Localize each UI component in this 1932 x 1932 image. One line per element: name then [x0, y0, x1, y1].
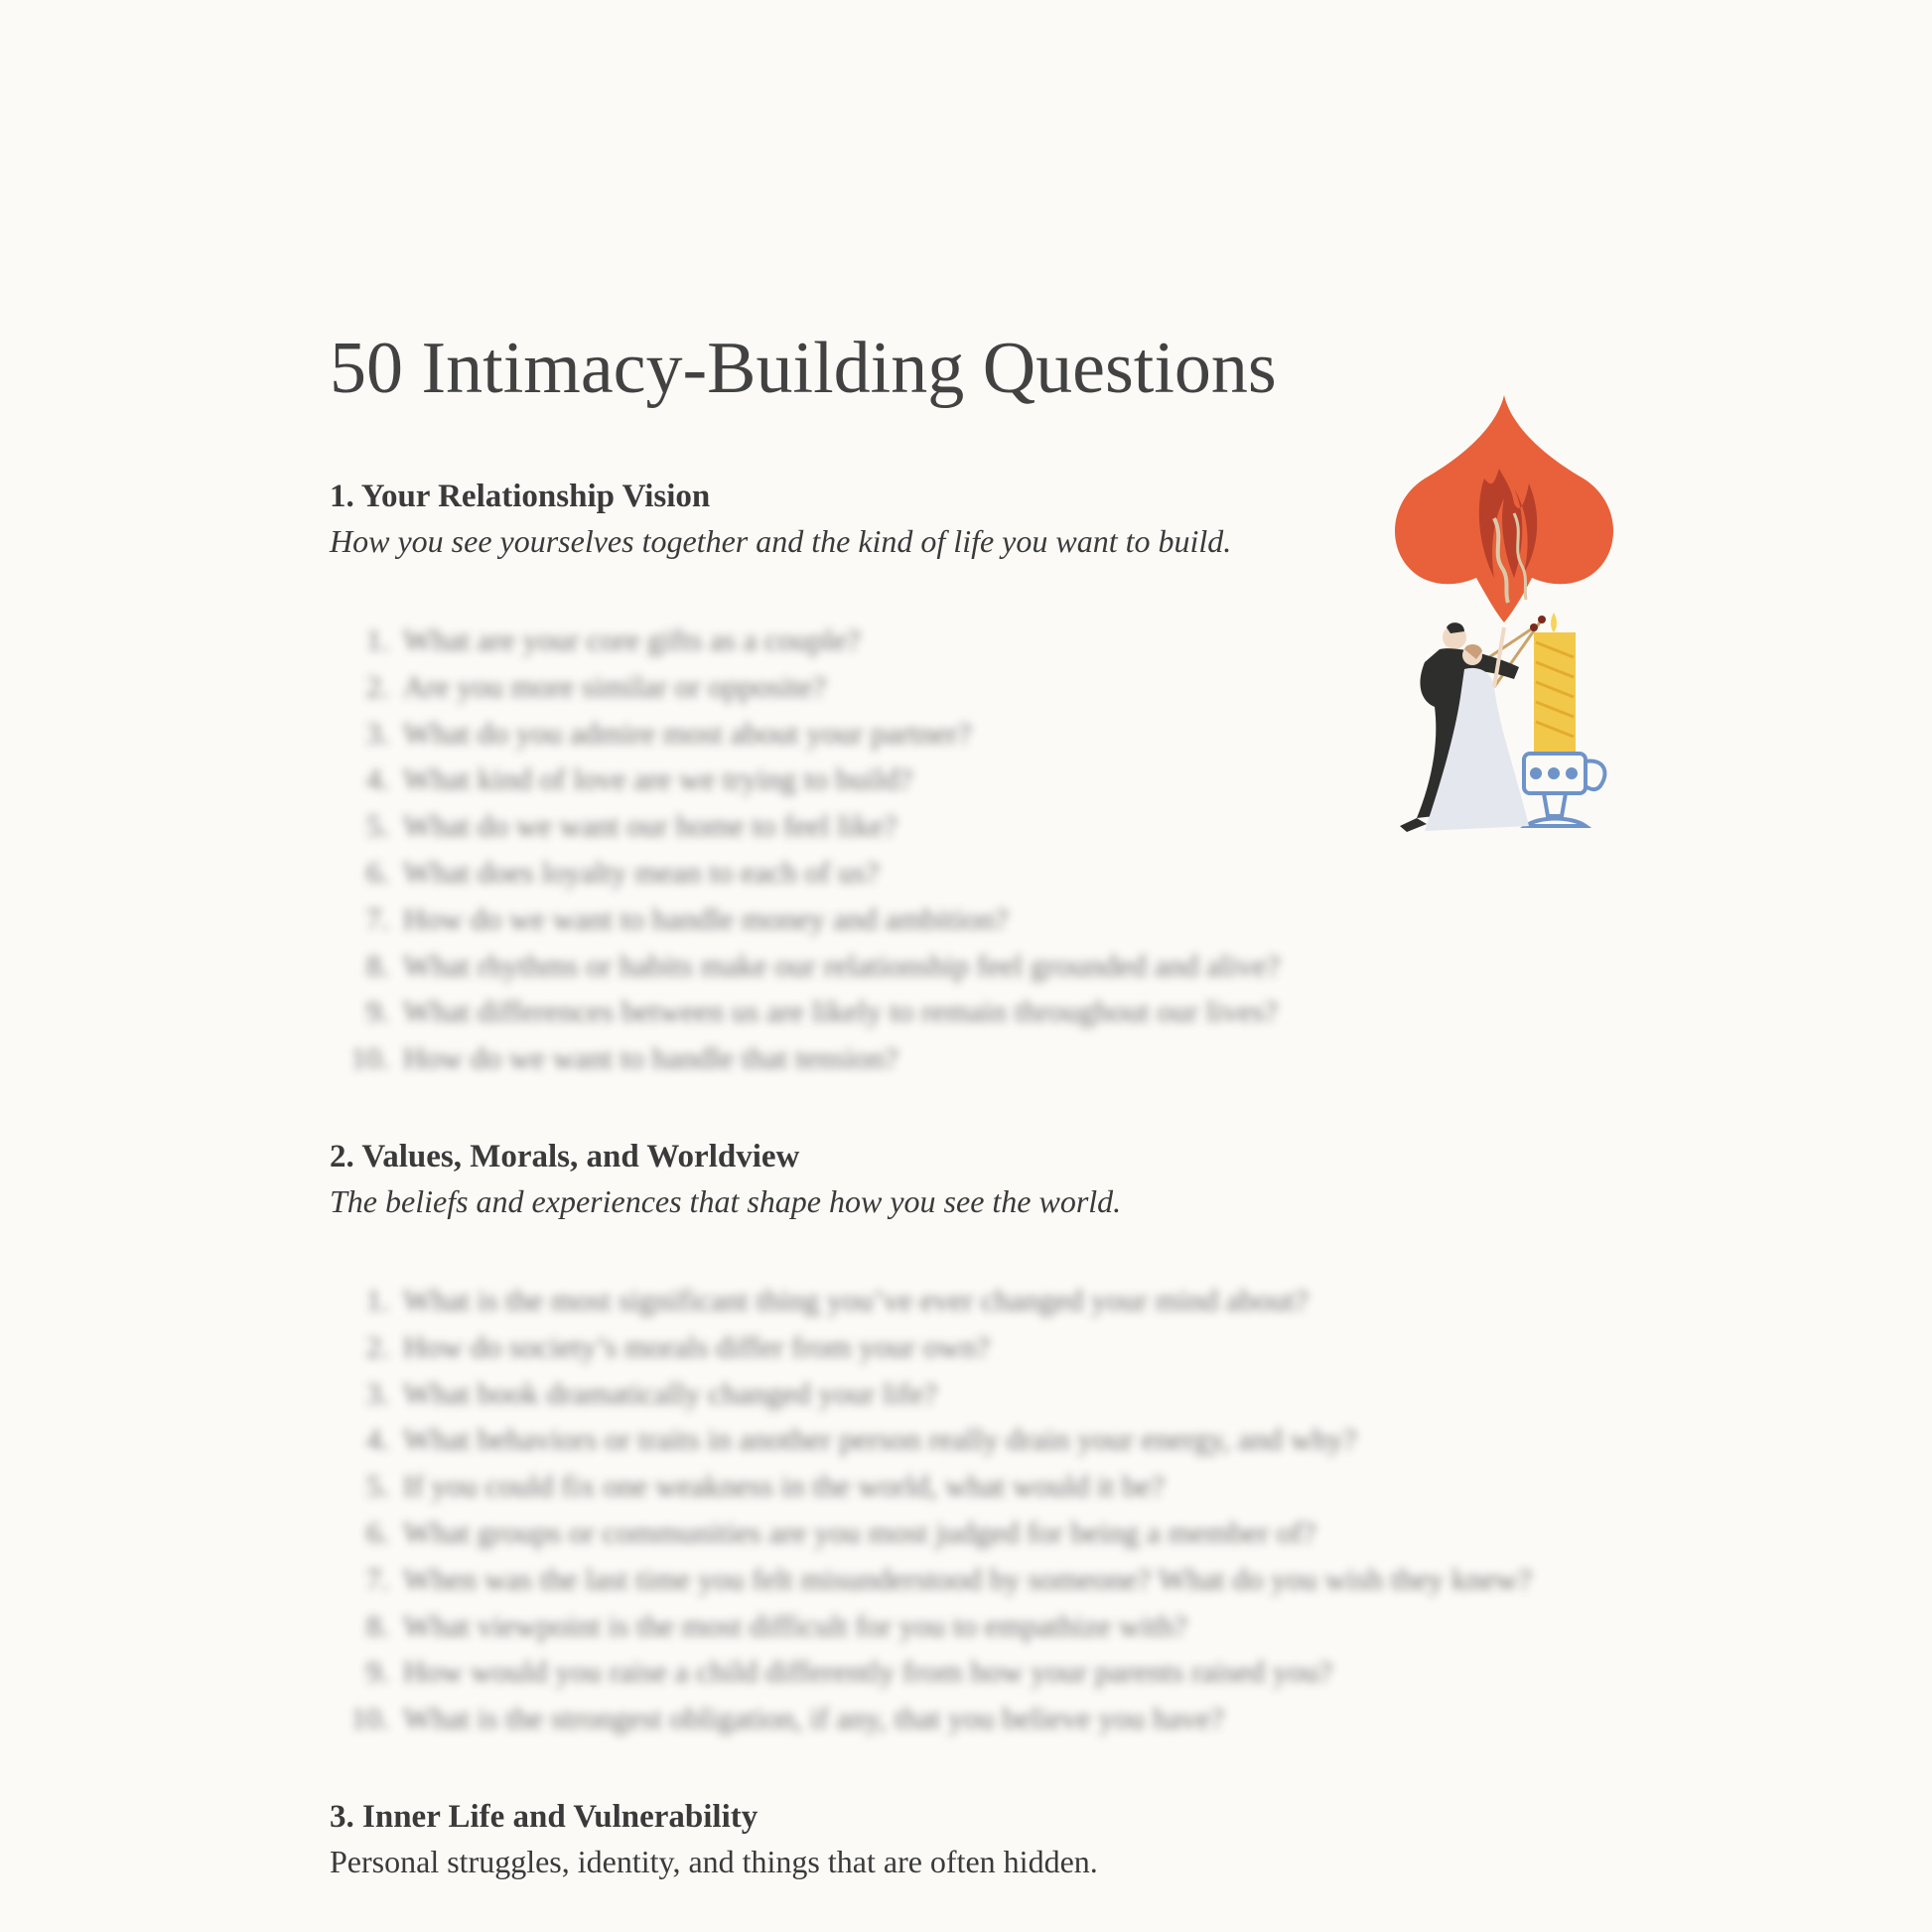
question-text: What are your core gifts as a couple? — [403, 622, 861, 657]
question-number: 8. — [365, 947, 389, 983]
question-number: 1. — [365, 1283, 389, 1317]
question-item — [330, 1603, 1620, 1650]
question-text: What differences between us are likely to remain throughout our lives? — [403, 994, 1278, 1030]
section-inner-life-vulnerability — [330, 1795, 1620, 1884]
question-text: What rhythms or habits make our relationship feel grounded and alive? — [403, 947, 1281, 983]
question-item — [330, 1557, 1620, 1603]
question-text: Are you more similar or opposite? — [403, 668, 827, 704]
question-item — [330, 989, 1620, 1035]
section-subtitle: The beliefs and experiences that shape how you see the world. — [330, 1183, 1122, 1219]
question-text: How do we want to handle that tension? — [403, 1040, 898, 1076]
question-item — [330, 943, 1620, 990]
question-item — [330, 850, 1620, 897]
question-text: What do you admire most about your partner? — [403, 715, 972, 751]
question-item — [330, 1463, 1620, 1510]
question-number: 3. — [365, 715, 389, 751]
question-item — [330, 618, 1620, 664]
question-text: When was the last time you felt misunderstood by someone? What do you wish they knew? — [403, 1561, 1532, 1596]
question-number: 7. — [365, 1561, 389, 1596]
section-relationship-vision — [330, 475, 1620, 1082]
section-heading: 3. Inner Life and Vulnerability — [330, 1799, 759, 1835]
question-text: What book dramatically changed your life? — [403, 1375, 937, 1411]
question-item — [330, 1371, 1620, 1418]
question-number: 9. — [365, 994, 389, 1030]
question-text: What viewpoint is the most difficult for you to empathize with? — [403, 1607, 1187, 1643]
section-subtitle: Personal struggles, identity, and things that are often hidden. — [330, 1844, 1098, 1879]
question-number: 2. — [365, 1328, 389, 1364]
question-number: 9. — [365, 1654, 389, 1690]
question-item — [330, 1649, 1620, 1696]
question-text: If you could fix one weakness in the world, what would it be? — [403, 1468, 1166, 1504]
question-text: What do we want our home to feel like? — [403, 808, 897, 844]
question-number: 10. — [350, 1040, 389, 1076]
question-item — [330, 1278, 1620, 1324]
question-number: 10. — [350, 1701, 389, 1736]
question-number: 5. — [365, 1468, 389, 1504]
question-number: 6. — [365, 854, 389, 890]
question-text: How do society’s morals differ from your own? — [403, 1328, 990, 1364]
question-item — [330, 757, 1620, 803]
question-item — [330, 711, 1620, 758]
section-heading: 2. Values, Morals, and Worldview — [330, 1139, 800, 1174]
section-values-morals-worldview — [330, 1135, 1620, 1742]
question-number: 4. — [365, 761, 389, 797]
question-item — [330, 664, 1620, 711]
question-item — [330, 1510, 1620, 1557]
page-title: 50 Intimacy-Building Questions — [330, 328, 1277, 409]
question-text: What is the most significant thing you’ve ever changed your mind about? — [403, 1283, 1309, 1317]
question-number: 7. — [365, 900, 389, 936]
question-number: 2. — [365, 668, 389, 704]
question-item — [330, 803, 1620, 850]
section-heading: 1. Your Relationship Vision — [330, 479, 711, 514]
question-item — [330, 897, 1620, 943]
question-list — [330, 618, 1620, 1082]
question-text: What does loyalty mean to each of us? — [403, 854, 880, 890]
question-text: How would you raise a child differently from how your parents raised you? — [403, 1654, 1333, 1690]
question-number: 5. — [365, 808, 389, 844]
question-list — [330, 1278, 1620, 1742]
section-subtitle: How you see yourselves together and the kind of life you want to build. — [330, 523, 1232, 559]
question-text: What behaviors or traits in another person really drain your energy, and why? — [403, 1422, 1357, 1457]
question-item — [330, 1324, 1620, 1371]
question-item — [330, 1035, 1620, 1082]
question-text: How do we want to handle money and ambition? — [403, 900, 1009, 936]
question-item — [330, 1696, 1620, 1742]
question-text: What is the strongest obligation, if any, that you believe you have? — [403, 1701, 1225, 1736]
question-number: 6. — [365, 1514, 389, 1550]
question-number: 8. — [365, 1607, 389, 1643]
question-number: 4. — [365, 1422, 389, 1457]
question-number: 1. — [365, 622, 389, 657]
question-text: What kind of love are we trying to build? — [403, 761, 913, 797]
question-text: What groups or communities are you most judged for being a member of? — [403, 1514, 1316, 1550]
question-item — [330, 1417, 1620, 1463]
question-number: 3. — [365, 1375, 389, 1411]
